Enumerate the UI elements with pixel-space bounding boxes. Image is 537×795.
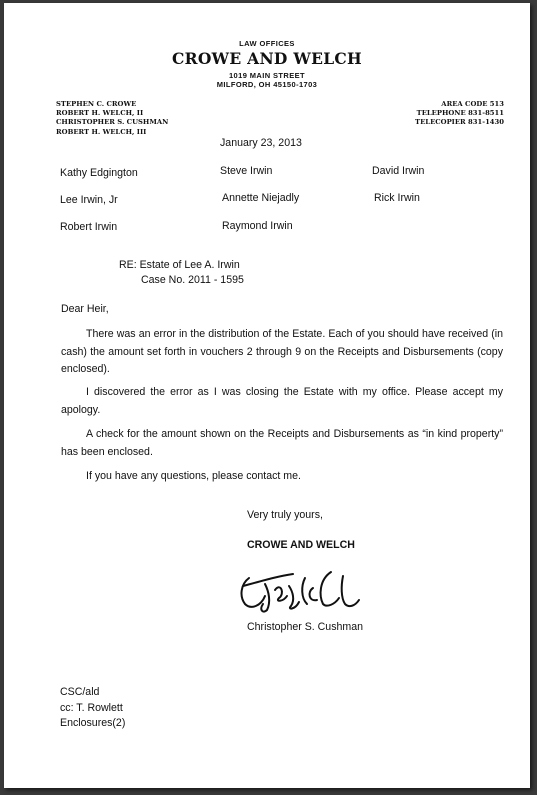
recipient-name: Lee Irwin, Jr (60, 194, 118, 206)
signature-firm: CROWE AND WELCH (247, 539, 355, 551)
firm-name: CROWE AND WELCH (172, 49, 362, 68)
paragraph-text: If you have any questions, please contact me. (86, 470, 301, 482)
paragraph-text: There was an error in the distribution of the Estate. Each of you should have received (in cash) the amount set forth in vouchers 2 through 9 on the Receipts and Disbursements (copy enclosed). (61, 328, 503, 375)
telephone: TELEPHONE 831-8511 (416, 109, 504, 118)
contact-list (415, 100, 504, 128)
re-line: RE: Estate of Lee A. Irwin (119, 259, 240, 271)
initials: CSC/ald (60, 686, 100, 698)
firm-city: MILFORD, OH 45150-1703 (216, 80, 318, 89)
closing: Very truly yours, (247, 509, 323, 521)
paragraph-text: A check for the amount shown on the Receipts and Disbursements as “in kind property” has been enclosed. (61, 428, 503, 458)
recipient-name: Raymond Irwin (222, 220, 293, 232)
handwritten-signature (235, 566, 365, 616)
letterhead-label: LAW OFFICES (239, 39, 295, 48)
recipient-name: Kathy Edgington (60, 167, 138, 179)
recipient-name: Steve Irwin (220, 165, 273, 177)
firm-street: 1019 MAIN STREET (228, 71, 305, 80)
enclosures-line: Enclosures(2) (60, 717, 126, 729)
footer-notations (60, 685, 125, 732)
signer-name: Christopher S. Cushman (247, 621, 363, 633)
recipient-name: Robert Irwin (60, 221, 118, 233)
recipient-name: Rick Irwin (374, 192, 420, 204)
body-paragraph (61, 426, 503, 461)
body-paragraph (61, 384, 503, 419)
cc-line: cc: T. Rowlett (60, 701, 123, 714)
body-paragraph (61, 468, 503, 486)
paragraph-text: I discovered the error as I was closing the Estate with my office. Please accept my apology. (61, 386, 503, 416)
case-number: Case No. 2011 - 1595 (141, 274, 244, 286)
recipient-name: David Irwin (372, 165, 425, 177)
salutation: Dear Heir, (61, 303, 109, 315)
recipient-name: Annette Niejadly (222, 192, 300, 204)
partner-name: STEPHEN C. CROWE (56, 100, 137, 108)
letter-page (4, 3, 530, 788)
area-code: AREA CODE 513 (441, 100, 504, 108)
partner-list (56, 100, 168, 137)
body-paragraph (61, 326, 503, 379)
letter-date: January 23, 2013 (220, 137, 302, 149)
partner-name: ROBERT H. WELCH, III (56, 127, 147, 136)
partner-name: CHRISTOPHER S. CUSHMAN (56, 118, 169, 127)
partner-name: ROBERT H. WELCH, II (56, 109, 144, 118)
telecopier: TELECOPIER 831-1430 (415, 118, 504, 127)
